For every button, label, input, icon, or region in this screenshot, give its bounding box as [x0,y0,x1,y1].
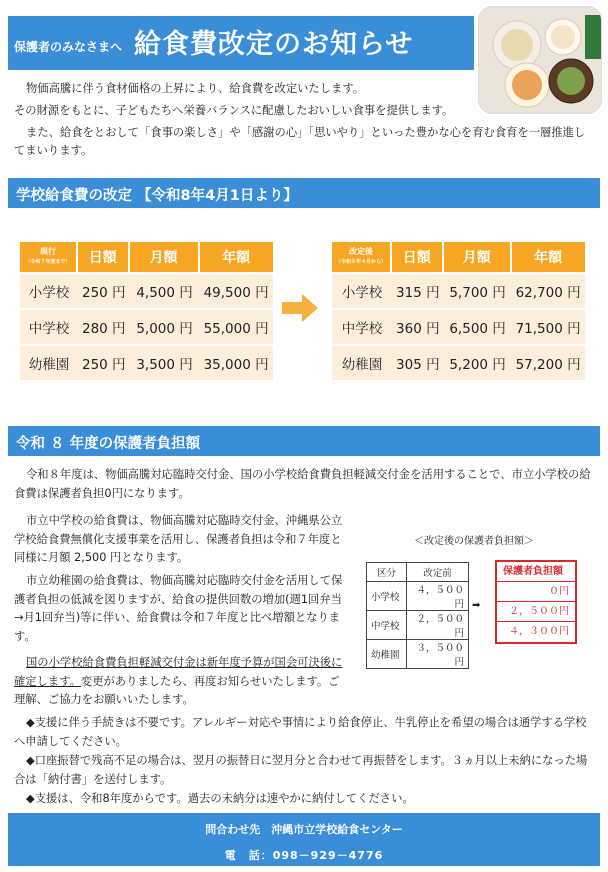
row-name: 幼稚園 [367,640,407,669]
revised-header-sub: （令和８年４月から） [336,259,387,265]
daily-value: 305 円 [392,346,444,382]
row-name: 中学校 [367,611,407,640]
monthly-value: 6,500 円 [444,310,512,346]
monthly-value: 5,000 円 [130,310,200,346]
revised-col-monthly: 月額 [444,242,512,274]
row-name: 中学校 [20,310,78,346]
before-value: ３，５００円 [407,640,469,669]
monthly-value: 4,500 円 [130,274,200,310]
row-name: 小学校 [332,274,392,310]
table-row [20,310,273,346]
after-value: ４，３００円 [509,626,569,637]
arrow-right-icon: ➡ [472,600,481,611]
daily-value: 250 円 [78,274,130,310]
contact-footer [8,813,600,866]
daily-value: 360 円 [392,310,444,346]
row-name: 小学校 [367,582,407,611]
yearly-value: 55,000 円 [200,310,273,346]
col-after: 保護者負担額 [497,562,575,582]
budget-note-rest: 変更がありましたら、再度お知らせいたします。ご理解、ご協力をお願いいたします。 [14,674,340,706]
note-3: ◆支援は、令和8年度からです。過去の未納分は速やかに納付してください。 [26,792,414,805]
table-row [367,611,469,640]
table-row [367,582,469,611]
burden-paragraph-1: 令和８年度は、物価高騰対応臨時交付金、国の小学校給食費負担軽減交付金を活用することで、市立小学校の給食費は保護者負担0円になります。 [14,468,591,500]
current-col-monthly: 月額 [130,242,200,274]
burden-before-table [366,562,469,669]
current-col-daily: 日額 [78,242,130,274]
burden-after-box [495,560,577,644]
table-row [332,310,585,346]
note-1: ◆支援に伴う手続きは不要です。アレルギー対応や事情により給食停止、牛乳停止を希望の場合は通学する学校へ申請してください。 [14,716,587,748]
row-name: 幼稚園 [20,346,78,382]
current-fee-table [20,242,273,382]
current-header-sub: （令和７年度まで） [25,259,71,265]
intro-line-3: また、給食をとおして「食事の楽しさ」や「感謝の心」「思いやり」といった豊かな心を育む食育を一層推進してまいります。 [14,126,586,157]
revised-header-cell [332,242,392,274]
yearly-value: 57,200 円 [512,346,585,382]
intro-line-2: その財源をもとに、子どもたちへ栄養バランスに配慮したおいしい食事を提供します。 [14,104,454,117]
yearly-value: 71,500 円 [512,310,585,346]
intro-line-1: 物価高騰に伴う食材価格の上昇により、給食費を改定いたします。 [26,82,365,95]
after-value: ２，５００円 [497,602,575,622]
revised-col-yearly: 年額 [512,242,585,274]
monthly-value: 5,200 円 [444,346,512,382]
yearly-value: 49,500 円 [200,274,273,310]
table-row [20,346,273,382]
yearly-value: 62,700 円 [512,274,585,310]
page-title: 給食費改定のお知らせ [134,29,414,60]
note-2: ◆口座振替で残高不足の場合は、翌月の振替日に翌月分と合わせて再振替をします。３ヵ月以上未納になった場合は「納付書」を送付します。 [14,754,588,786]
col-category: 区分 [367,563,407,582]
burden-table-caption: ＜改定後の保護者負担額＞ [414,536,534,547]
table-row [20,274,273,310]
table-row [332,274,585,310]
daily-value: 315 円 [392,274,444,310]
table-row [367,640,469,669]
section-fee-revision-title: 学校給食費の改定 【令和8年4月1日より】 [8,178,600,208]
monthly-value: 3,500 円 [130,346,200,382]
header-subtitle: 保護者のみなさまへ [14,40,123,54]
monthly-value: 5,700 円 [444,274,512,310]
col-before: 改定前 [407,563,469,582]
row-name: 中学校 [332,310,392,346]
contact-phone: 電 話：098－929－4776 [224,849,384,862]
burden-paragraph-4 [14,654,348,710]
before-value: ４，５００円 [407,582,469,611]
row-name: 小学校 [20,274,78,310]
burden-paragraph-2: 市立中学校の給食費は、物価高騰対応臨時交付金、沖縄県公立学校給食費無償化支援事業を活用し、保護者負担は令和７年度と同様に月額 2,500 円となります。 [14,514,343,564]
after-value: ０円 [497,582,575,602]
row-name: 幼稚園 [332,346,392,382]
yearly-value: 35,000 円 [200,346,273,382]
revised-fee-table [332,242,585,382]
current-header-label: 現行 [40,247,56,256]
section-parent-burden-title: 令和 ８ 年度の保護者負担額 [8,426,600,456]
daily-value: 280 円 [78,310,130,346]
before-value: ２，５００円 [407,611,469,640]
school-lunch-photo [478,6,602,114]
current-header-cell [20,242,78,274]
revised-col-daily: 日額 [392,242,444,274]
daily-value: 250 円 [78,346,130,382]
arrow-right-icon [282,292,318,324]
current-col-yearly: 年額 [200,242,273,274]
table-row [332,346,585,382]
burden-paragraph-3: 市立幼稚園の給食費は、物価高騰対応臨時交付金を活用して保護者負担の低減を図りますが、給食の提供回数の増加(週1回弁当→月1回弁当)等に伴い、給食費は令和７年度と比べ増額となります。 [14,574,343,643]
contact-label: 問合わせ先 沖縄市立学校給食センター [205,823,403,836]
budget-note-underlined: 国の小学校給食費負担軽減交付金は新年度予算が国会可決後に確定します。 [14,656,343,688]
revised-header-label: 改定後 [349,247,373,256]
